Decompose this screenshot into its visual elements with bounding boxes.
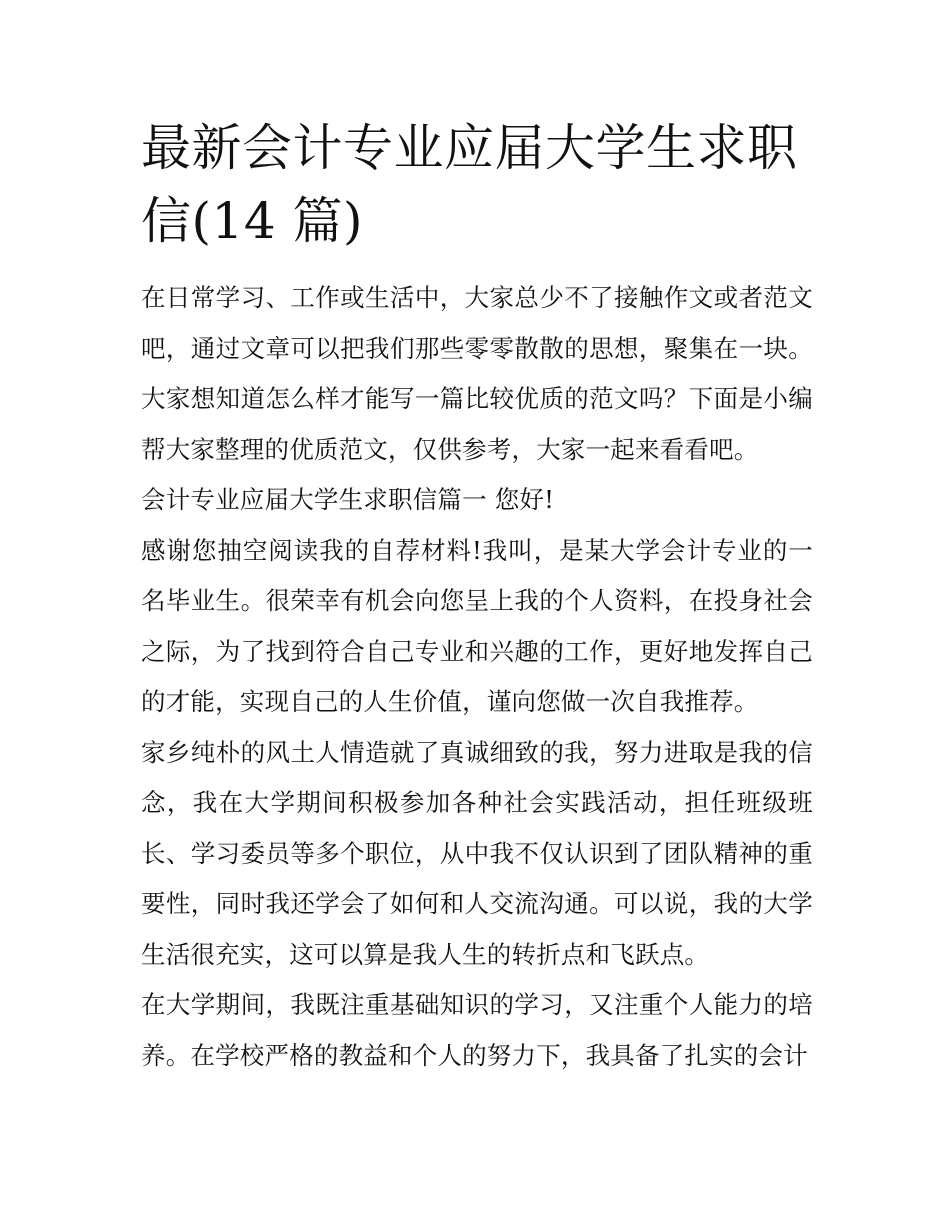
document-content	[141, 112, 813, 1081]
intro-paragraph: 在日常学习、工作或生活中，大家总少不了接触作文或者范文吧，通过文章可以把我们那些零零散散的思想，聚集在一块。大家想知道怎么样才能写一篇比较优质的范文吗？下面是小编帮大家整理的优质范文，仅供参考，大家一起来看看吧。	[141, 283, 813, 464]
self-introduction-paragraph: 感谢您抽空阅读我的自荐材料!我叫，是某大学会计专业的一名毕业生。很荣幸有机会向您呈上我的个人资料，在投身社会之际，为了找到符合自己专业和兴趣的工作，更好地发挥自己的才能，实现自己的人生价值，谨向您做一次自我推荐。	[141, 535, 813, 716]
letter-heading-paragraph: 会计专业应届大学生求职信篇一 您好!	[141, 485, 555, 514]
personal-experience-paragraph: 家乡纯朴的风土人情造就了真诚细致的我，努力进取是我的信念，我在大学期间积极参加各种社会实践活动，担任班级班长、学习委员等多个职位，从中我不仅认识到了团队精神的重要性，同时我还学会了如何和人交流沟通。可以说，我的大学生活很充实，这可以算是我人生的转折点和飞跃点。	[141, 737, 813, 969]
document-body	[141, 273, 813, 1081]
university-study-paragraph: 在大学期间，我既注重基础知识的学习，又注重个人能力的培养。在学校严格的教益和个人的努力下，我具备了扎实的会计	[141, 990, 813, 1070]
document-title: 最新会计专业应届大学生求职信(14 篇)	[141, 119, 798, 250]
